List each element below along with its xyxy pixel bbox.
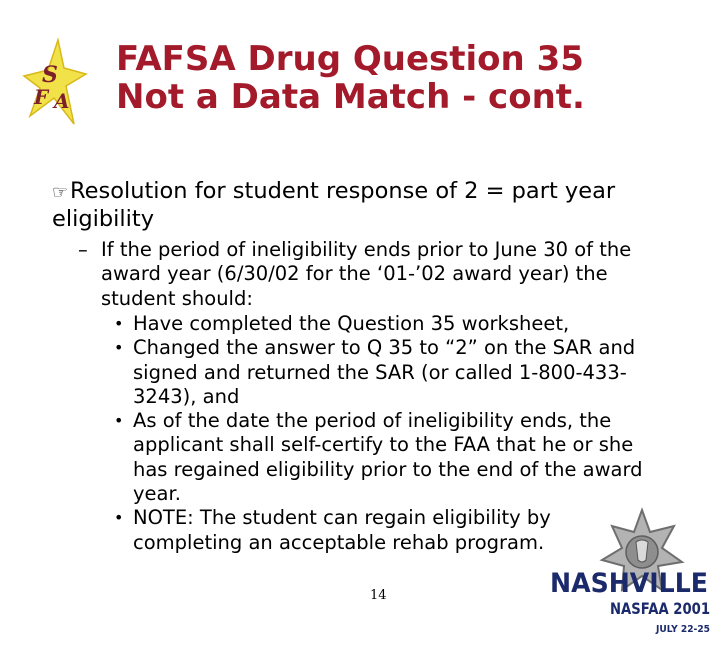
list-item xyxy=(111,312,651,336)
sfa-letter-f: F xyxy=(34,85,49,109)
guitar-icon xyxy=(636,540,648,562)
bullet-dot-icon: • xyxy=(114,508,124,528)
list-item xyxy=(111,336,651,409)
page-number: 14 xyxy=(370,588,387,603)
list-item-text: Changed the answer to Q 35 to “2” on the SAR and signed and returned the SAR (or called 1-800-433-3243), and xyxy=(133,336,636,408)
logo-city: NASHVILLE xyxy=(550,568,708,599)
list-item-text: Have completed the Question 35 worksheet, xyxy=(133,312,570,335)
list-item-text: NOTE: The student can regain eligibility by completing an acceptable rehab program. xyxy=(133,506,551,554)
nashville-nasfaa-logo xyxy=(548,510,718,645)
bullet-dot-icon: • xyxy=(114,314,124,333)
main-point xyxy=(52,178,632,232)
sfa-letter-a: A xyxy=(54,89,70,113)
logo-event: NASFAA 2001 xyxy=(610,599,710,618)
title-line-1: FAFSA Drug Question 35 xyxy=(116,39,584,79)
sub-point xyxy=(78,238,650,311)
sub-point-text: If the period of ineligibility ends prior to June 30 of the award year (6/30/02 for the ‘01-’02 award year) the student should: xyxy=(101,238,632,310)
pointing-hand-icon: ☞ xyxy=(52,182,69,203)
list-item xyxy=(111,409,651,506)
main-point-text: Resolution for student response of 2 = part year eligibility xyxy=(52,178,616,232)
bullet-dot-icon: • xyxy=(114,411,124,431)
dash-icon: – xyxy=(78,238,88,261)
list-item-text: As of the date the period of ineligibility ends, the applicant shall self-certify to the FAA that he or she has regained eligibility prior to the end of the award year. xyxy=(133,409,643,506)
page-title xyxy=(116,40,585,116)
sfa-star-logo xyxy=(22,38,88,126)
sfa-letter-s: S xyxy=(42,62,58,88)
bullet-dot-icon: • xyxy=(114,338,124,358)
logo-dates: JULY 22-25 xyxy=(655,624,711,635)
title-line-2: Not a Data Match - cont. xyxy=(116,77,585,117)
